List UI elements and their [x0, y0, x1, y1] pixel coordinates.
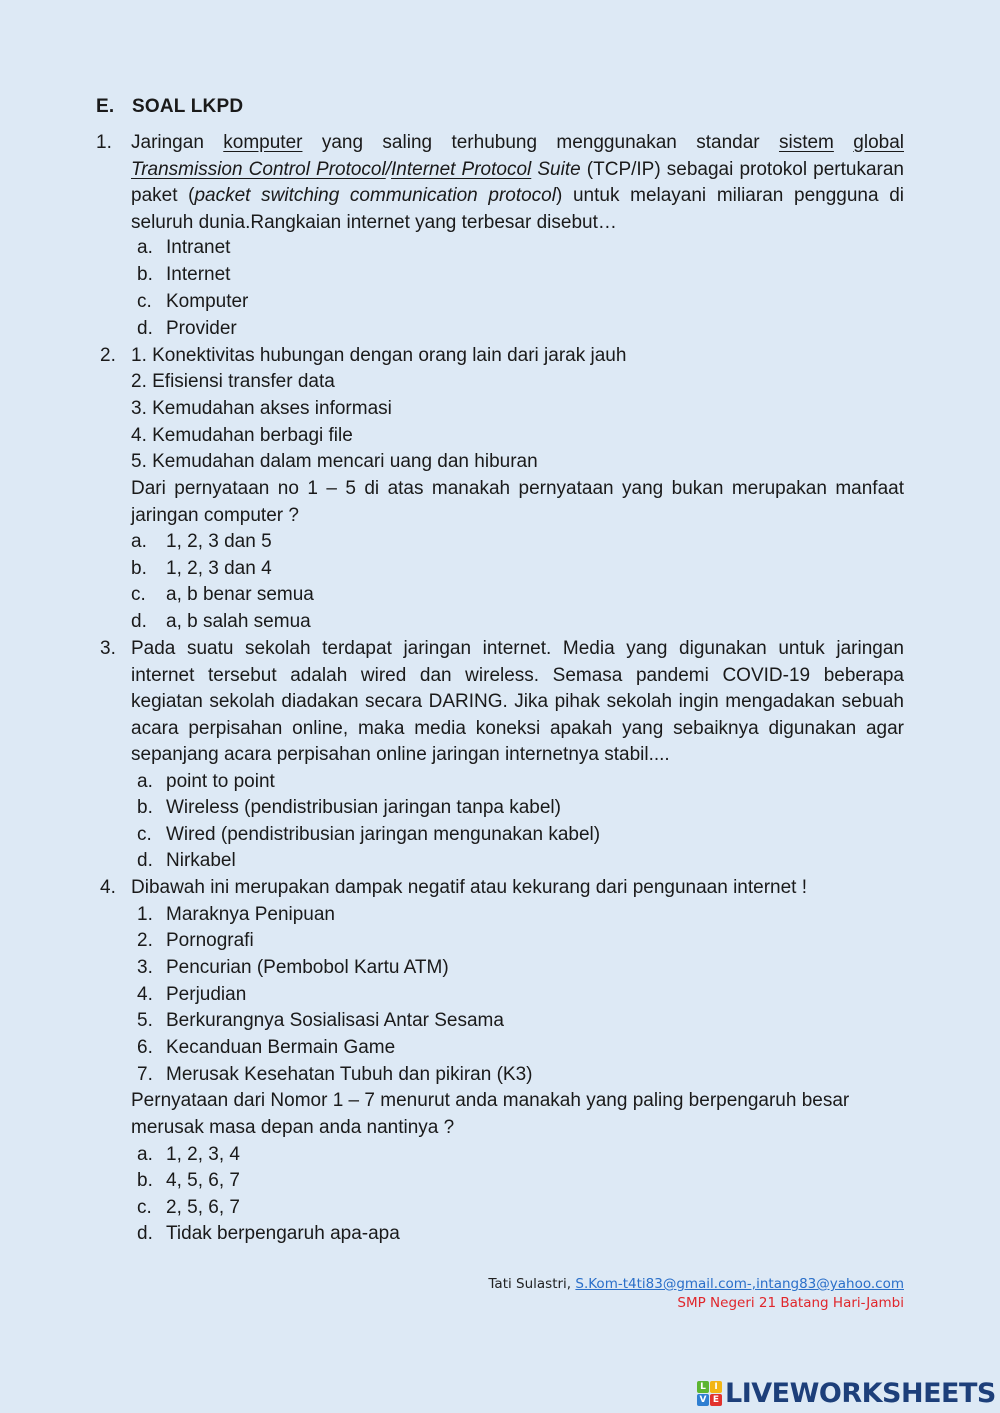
option-text: Internet [166, 264, 231, 285]
option-c[interactable] [137, 822, 600, 848]
option-text: Wireless (pendistribusian jaringan tanpa kabel) [166, 797, 561, 818]
question-number: 4. [100, 877, 116, 898]
stem-underlined-term: global [853, 132, 904, 153]
logo-wordmark: LIVEWORKSHEETS [725, 1378, 996, 1409]
statement-2 [137, 928, 254, 954]
option-text: 4, 5, 6, 7 [166, 1170, 240, 1191]
option-letter: a. [131, 531, 147, 552]
option-text: point to point [166, 771, 275, 792]
option-text: Nirkabel [166, 850, 236, 871]
question-stem: Pada suatu sekolah terdapat jaringan internet. Media yang digunakan untuk jaringan internet tersebut adalah wired dan wireless. Semasa pandemi COVID-19 beberapa kegiatan sekolah diadakan secara DARING. Jika pihak sekolah ingin mengadakan sebuah acara perpisahan online, maka media koneksi apakah yang sebaiknya digunakan agar sepanjang acara perpisahan online jaringan internetnya stabil.... [131, 638, 904, 765]
option-a[interactable] [137, 769, 275, 795]
question-prompt: Dari pernyataan no 1 – 5 di atas manakah pernyataan yang bukan merupakan manfaat jaringan computer ? [131, 478, 904, 526]
footer-school: SMP Negeri 21 Batang Hari-Jambi [677, 1295, 904, 1311]
stem-underlined-term: sistem [778, 132, 834, 153]
statement-text: Perjudian [166, 984, 247, 1005]
option-letter: d. [137, 850, 153, 871]
option-text: Tidak berpengaruh apa-apa [166, 1223, 400, 1244]
option-text: a, b salah semua [166, 611, 311, 632]
statement-3 [137, 955, 449, 981]
stem-text: Jaringan [131, 132, 224, 153]
author-name: Tati Sulastri, [488, 1276, 576, 1292]
author-email-link[interactable]: S.Kom-t4ti83@gmail.com-,intang83@yahoo.com [575, 1276, 904, 1292]
statement-number: 2. [137, 930, 153, 951]
option-letter: d. [137, 1223, 153, 1244]
statement-text: Pornografi [166, 930, 254, 951]
logo-tile-v: V [697, 1394, 709, 1406]
statement-number: 7. [137, 1064, 153, 1085]
stem-underlined-term: komputer [223, 132, 303, 153]
statement-text: Pencurian (Pembobol Kartu ATM) [166, 957, 449, 978]
statement-text: Merusak Kesehatan Tubuh dan pikiran (K3) [166, 1064, 533, 1085]
statement-number: 1. [137, 904, 153, 925]
stem-italic-underlined-term: Transmission Control Protocol [131, 158, 386, 180]
option-text: 2, 5, 6, 7 [166, 1197, 240, 1218]
option-b[interactable] [137, 262, 230, 288]
section-label: E. [96, 96, 115, 117]
option-d[interactable] [137, 848, 236, 874]
statement-number: 4. [137, 984, 153, 1005]
option-c[interactable] [137, 1195, 240, 1221]
option-d[interactable] [131, 609, 311, 635]
option-letter: d. [137, 318, 153, 339]
statement-4: 4. Kemudahan berbagi file [131, 425, 353, 446]
option-text: Komputer [166, 291, 249, 312]
stem-italic-text: Suite [537, 158, 581, 180]
statement-6 [137, 1035, 395, 1061]
statement-text: Maraknya Penipuan [166, 904, 335, 925]
live-tiles-icon [697, 1381, 722, 1406]
question-number: 3. [100, 638, 116, 659]
logo-tile-i: I [710, 1381, 722, 1393]
option-text: 1, 2, 3 dan 4 [166, 558, 272, 579]
option-letter: c. [137, 1197, 152, 1218]
statement-7 [137, 1062, 533, 1088]
stem-italic-text: packet switching communication protocol [194, 185, 556, 206]
stem-text: ) untuk melayani miliaran pengguna di seluruh dunia.Rangkaian internet yang terbesar disebut… [131, 185, 904, 233]
statement-1: 1. Konektivitas hubungan dengan orang lain dari jarak jauh [131, 345, 627, 366]
option-a[interactable] [137, 235, 230, 261]
statement-1 [137, 902, 335, 928]
logo-tile-l: L [697, 1381, 709, 1393]
statement-4 [137, 982, 246, 1008]
option-letter: a. [137, 237, 153, 258]
stem-text [834, 132, 853, 153]
statement-3: 3. Kemudahan akses informasi [131, 398, 392, 419]
option-letter: b. [137, 797, 153, 818]
logo-tile-e: E [710, 1394, 722, 1406]
option-text: Provider [166, 318, 237, 339]
option-a[interactable] [137, 1142, 240, 1168]
option-text: a, b benar semua [166, 584, 314, 605]
statement-number: 3. [137, 957, 153, 978]
option-letter: a. [137, 771, 153, 792]
statement-number: 5. [137, 1010, 153, 1031]
statement-2: 2. Efisiensi transfer data [131, 371, 335, 392]
option-a[interactable] [131, 529, 272, 555]
statement-text: Berkurangnya Sosialisasi Antar Sesama [166, 1010, 504, 1031]
option-text: Intranet [166, 237, 231, 258]
option-text: 1, 2, 3 dan 5 [166, 531, 272, 552]
option-b[interactable] [137, 795, 561, 821]
option-letter: b. [137, 264, 153, 285]
option-letter: a. [137, 1144, 153, 1165]
option-text: 1, 2, 3, 4 [166, 1144, 240, 1165]
liveworksheets-logo[interactable] [697, 1378, 996, 1409]
option-letter: c. [131, 584, 146, 605]
question-number: 1. [96, 132, 112, 153]
statement-5 [137, 1008, 504, 1034]
option-letter: b. [137, 1170, 153, 1191]
stem-italic-underlined-term: Internet Protocol [391, 158, 532, 180]
option-b[interactable] [137, 1168, 240, 1194]
option-d[interactable] [137, 1221, 400, 1247]
option-letter: b. [131, 558, 147, 579]
section-title-text: SOAL LKPD [132, 96, 244, 117]
stem-text: yang saling terhubung menggunakan standar [302, 132, 779, 153]
option-letter: c. [137, 291, 152, 312]
stem-text: (TCP/IP) sebagai protokol pertukaran paket ( [131, 158, 904, 206]
question-number: 2. [100, 345, 116, 366]
option-letter: d. [131, 611, 147, 632]
question-prompt: Pernyataan dari Nomor 1 – 7 menurut anda manakah yang paling berpengaruh besar merusak masa depan anda nantinya ? [131, 1090, 850, 1138]
question-stem: Dibawah ini merupakan dampak negatif atau kekurang dari pengunaan internet ! [131, 877, 808, 898]
section-title [96, 96, 243, 118]
stem-italic-text: / [385, 158, 392, 180]
option-d[interactable] [137, 316, 237, 342]
option-letter: c. [137, 824, 152, 845]
footer-author [488, 1276, 904, 1292]
option-c[interactable] [137, 289, 248, 315]
option-b[interactable] [131, 556, 272, 582]
option-text: Wired (pendistribusian jaringan mengunakan kabel) [166, 824, 601, 845]
statement-number: 6. [137, 1037, 153, 1058]
statement-5: 5. Kemudahan dalam mencari uang dan hiburan [131, 451, 538, 472]
question-stem [131, 130, 904, 236]
option-c[interactable] [131, 582, 314, 608]
statement-text: Kecanduan Bermain Game [166, 1037, 396, 1058]
